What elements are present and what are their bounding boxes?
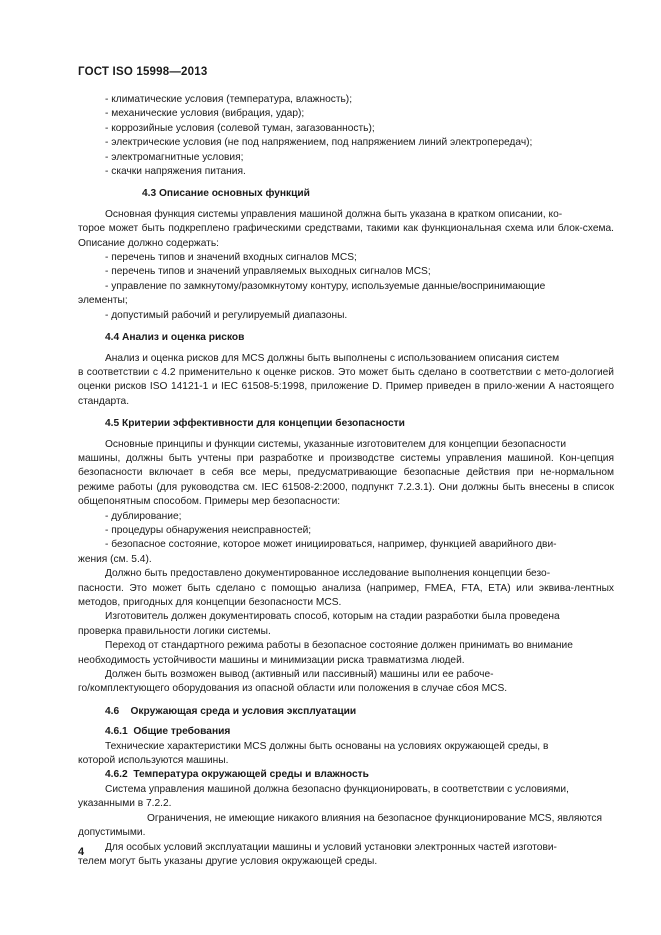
list-item: - коррозийные условия (солевой туман, загазованность); xyxy=(105,122,375,134)
section-heading-4-3: 4.3 Описание основных функций xyxy=(142,188,310,200)
paragraph: Ограничения, не имеющие никакого влияния на безопасное функционирование MCS, являются xyxy=(147,812,602,824)
paragraph: го/комплектующего оборудования из опасной области или положения в случае сбоя MCS. xyxy=(78,683,508,695)
document-header: ГОСТ ISO 15998—2013 xyxy=(78,66,208,78)
list-item: - безопасное состояние, которое может инициироваться, например, функцией аварийного дви- xyxy=(105,539,557,551)
paragraph: Изготовитель должен документировать способ, которым на стадии разработки была проведена xyxy=(105,611,560,623)
paragraph: торое может быть подкреплено графическими средствами, такими как функциональная схема или блок-схема. Описание должно содержать: xyxy=(78,223,614,249)
paragraph: проверка правильности логики системы. xyxy=(78,625,271,637)
list-item: - скачки напряжения питания. xyxy=(105,166,246,178)
section-heading-4-6: 4.6 Окружающая среда и условия эксплуатации xyxy=(105,705,357,717)
list-item: - допустимый рабочий и регулируемый диапазоны. xyxy=(105,309,348,321)
page-number: 4 xyxy=(78,846,85,858)
list-item: - процедуры обнаружения неисправностей; xyxy=(105,524,312,536)
list-item: - электрические условия (не под напряжением, под напряжением линий электропередач); xyxy=(105,137,533,149)
paragraph: в соответствии с 4.2 применительно к оценке рисков. Это может быть сделано в соответствии с мето-дологией оценки рисков ISO 14121-1 и IEC 61508-5:1998, приложение D. Пример приведен в прило-жении А настоящего стандарта. xyxy=(78,366,614,407)
paragraph: Основная функция системы управления машиной должна быть указана в кратком описании, ко- xyxy=(105,208,563,220)
paragraph: Должно быть предоставлено документированное исследование выполнения концепции безо- xyxy=(105,568,551,580)
list-item: - климатические условия (температура, влажность); xyxy=(105,94,353,105)
paragraph: Переход от стандартного режима работы в безопасное состояние должен принимать во внимание xyxy=(105,640,573,652)
paragraph: Должен быть возможен вывод (активный или пассивный) машины или ее рабоче- xyxy=(105,669,494,681)
list-item: - перечень типов и значений входных сигналов MCS; xyxy=(105,252,357,264)
section-heading-4-4: 4.4 Анализ и оценка рисков xyxy=(105,332,245,344)
paragraph: телем могут быть указаны другие условия окружающей среды. xyxy=(78,855,378,867)
paragraph: указанными в 7.2.2. xyxy=(78,798,172,810)
paragraph: Система управления машиной должна безопасно функционировать, в соответствии с условиями, xyxy=(105,783,569,795)
list-item: - управление по замкнутому/разомкнутому контуру, используемые данные/воспринимающие xyxy=(105,280,546,292)
list-item: - дублирование; xyxy=(105,510,182,522)
list-item: - электромагнитные условия; xyxy=(105,151,244,163)
paragraph: Технические характеристики MCS должны быть основаны на условиях окружающей среды, в xyxy=(105,740,549,752)
paragraph: Основные принципы и функции системы, указанные изготовителем для концепции безопасности xyxy=(105,438,567,450)
document-body xyxy=(78,93,614,869)
paragraph: пасности. Это может быть сделано с помощью анализа (например, FMEA, FTA, ETA) или эквива-лентных методов, пригодных для концепции безопасности MCS. xyxy=(78,582,614,608)
list-item-continuation: жения (см. 5.4). xyxy=(78,553,152,565)
section-heading-4-5: 4.5 Критерии эффективности для концепции безопасности xyxy=(105,418,405,430)
subsection-heading-4-6-1: 4.6.1 Общие требования xyxy=(105,726,231,738)
paragraph: которой используются машины. xyxy=(78,755,229,767)
paragraph: машины, должны быть учтены при разработке и производстве системы управления машиной. Кон-цепция безопасности включает в себя все меры, предусматривающие безопасные действия при не-нормальном режиме работы (для руководства см. IEC 61508-2:2000, подпункт 7.2.3.1). Они должны быть внесены в список общепонятным способом. Примеры мер безопасности: xyxy=(78,452,614,508)
list-item: - механические условия (вибрация, удар); xyxy=(105,108,305,120)
list-item-continuation: элементы; xyxy=(78,295,128,307)
paragraph: Для особых условий эксплуатации машины и условий установки электронных частей изготови- xyxy=(105,841,557,853)
list-item: - перечень типов и значений управляемых выходных сигналов MCS; xyxy=(105,266,431,278)
paragraph: допустимыми. xyxy=(78,827,146,839)
paragraph: Анализ и оценка рисков для MCS должны быть выполнены с использованием описания систем xyxy=(105,352,560,364)
subsection-heading-4-6-2: 4.6.2 Температура окружающей среды и влажность xyxy=(105,769,369,781)
paragraph: необходимость устойчивости машины и минимизации риска травматизма людей. xyxy=(78,654,465,666)
